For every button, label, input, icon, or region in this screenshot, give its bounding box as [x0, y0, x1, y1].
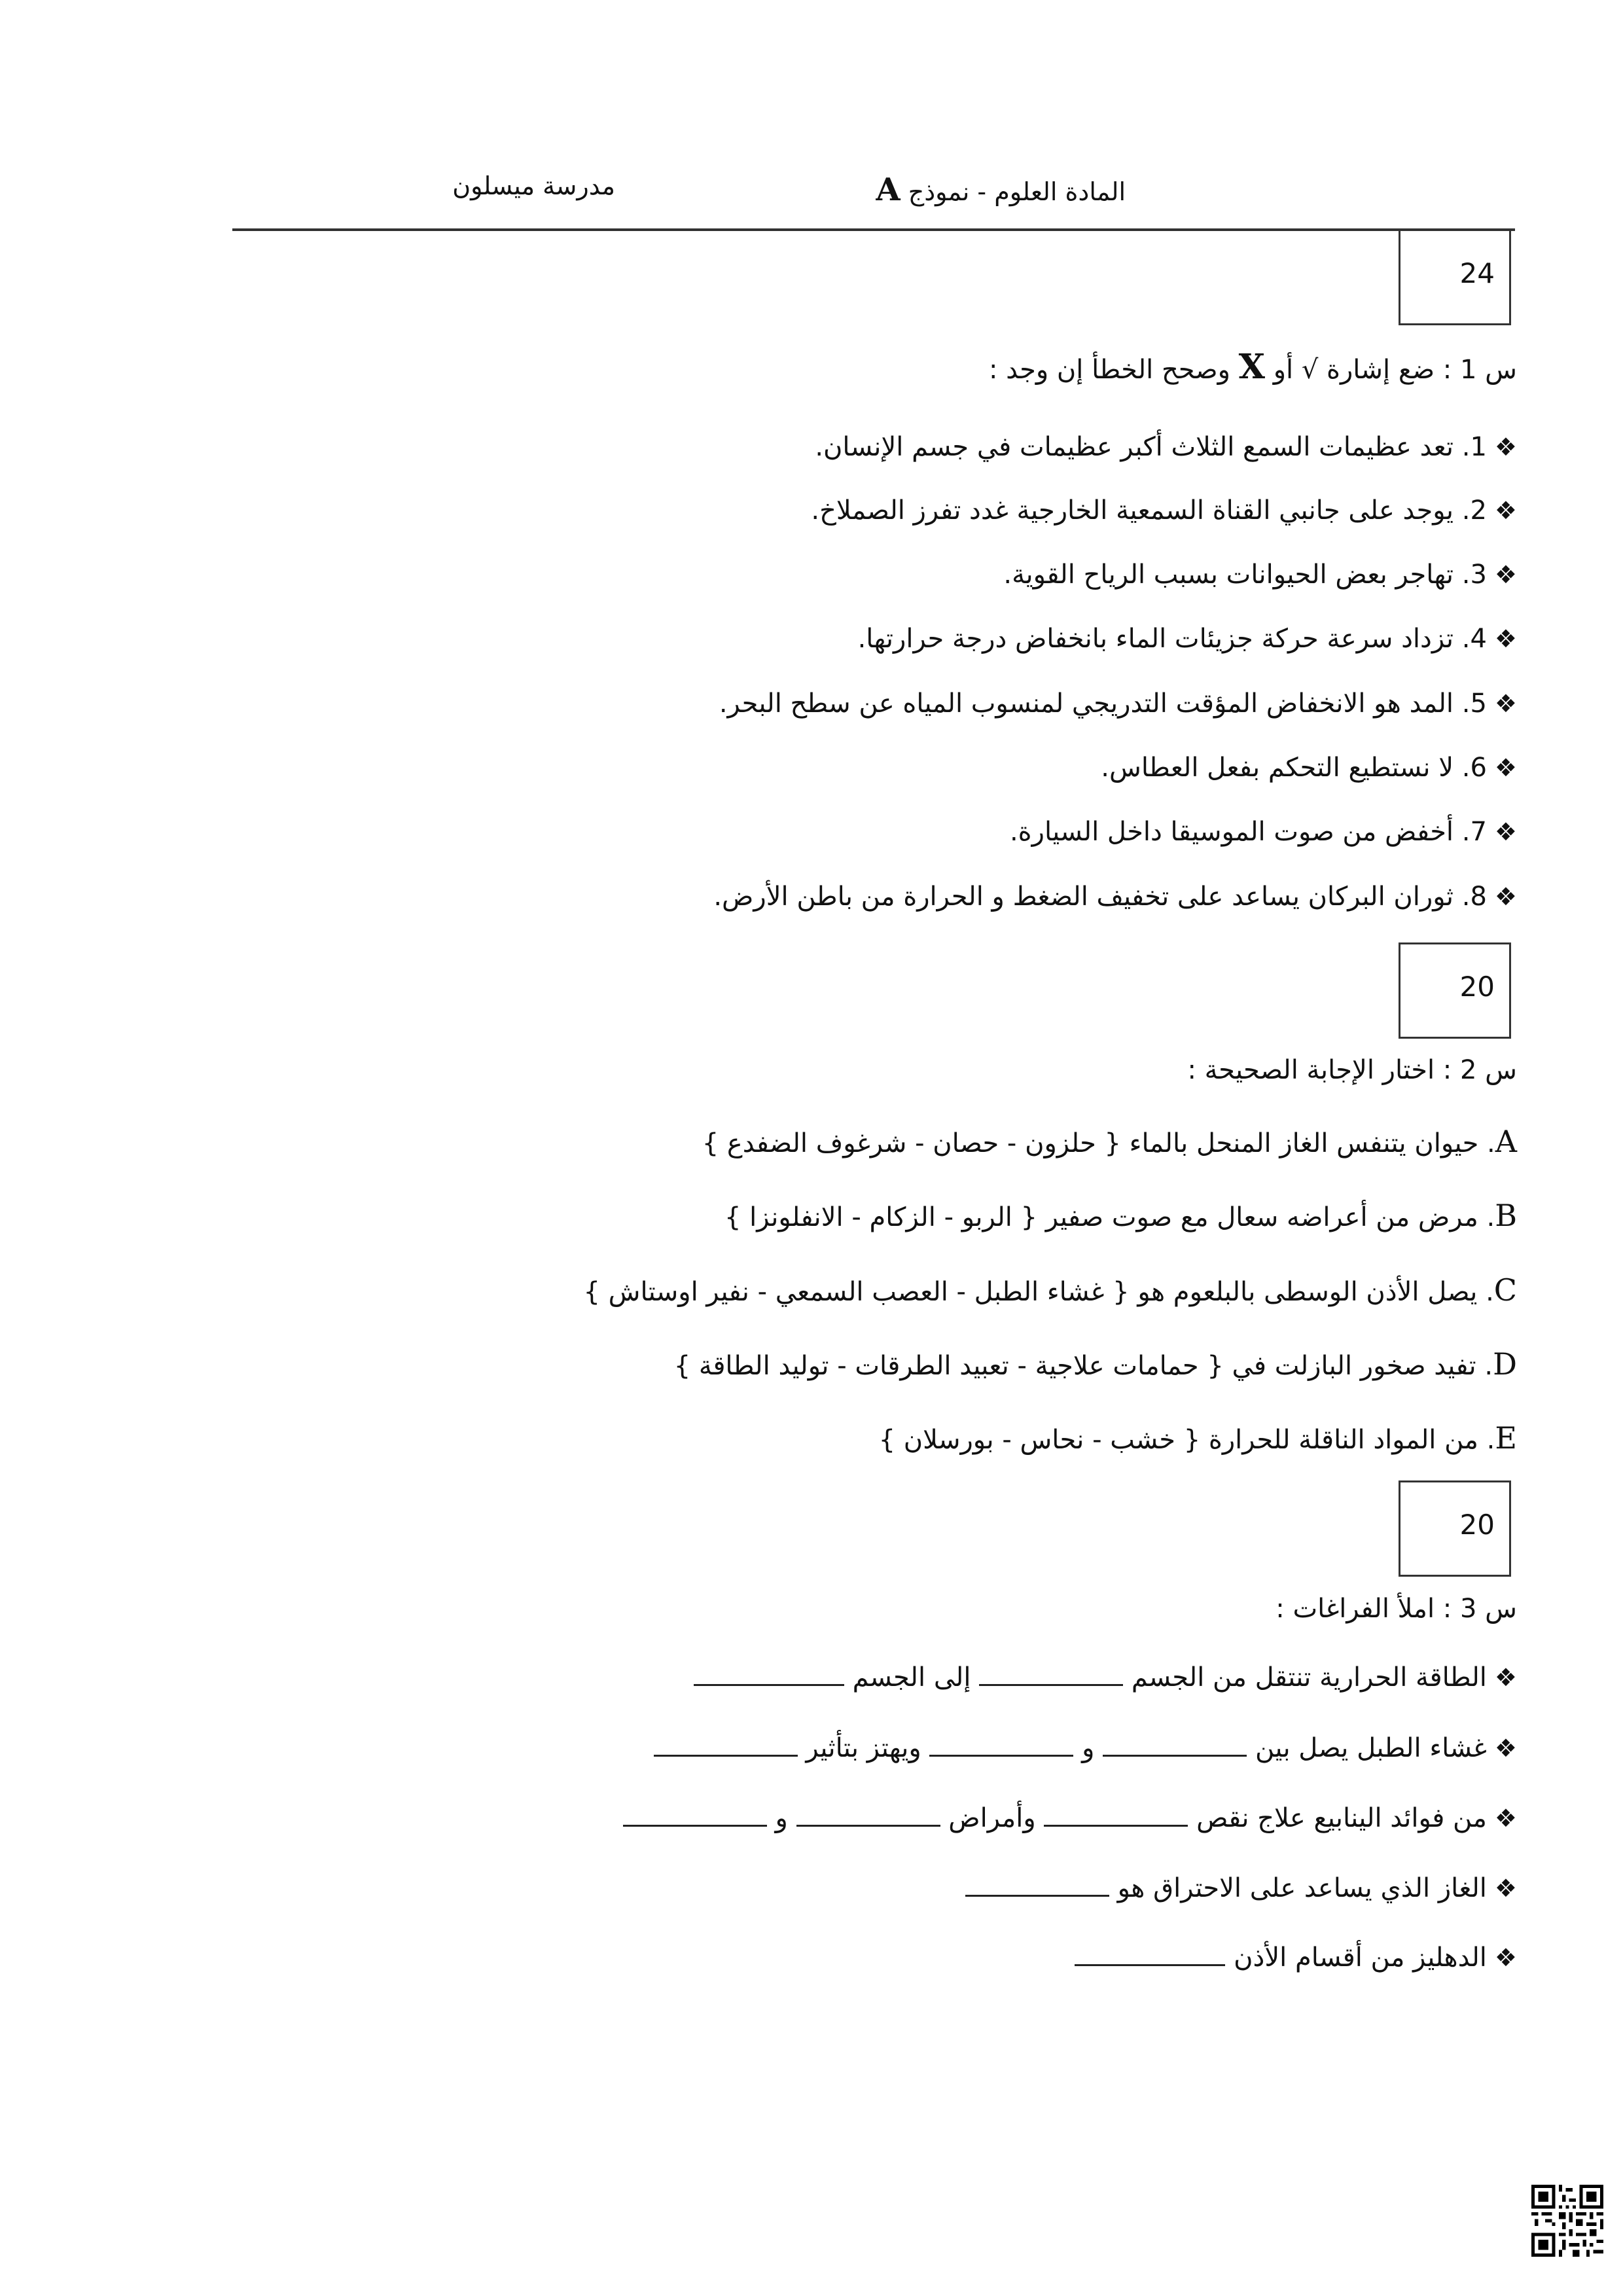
blank-field[interactable]: [979, 1666, 1123, 1686]
q2-score: 20: [1459, 971, 1495, 1003]
bullet-icon: ❖: [1494, 624, 1517, 653]
option-text: . حيوان يتنفس الغاز المنحل بالماء { حلزون - حصان - شرغوف الضفدع }: [702, 1128, 1495, 1158]
q1-item-text: 5. المد هو الانخفاض المؤقت التدريجي لمنسوب المياه عن سطح البحر.: [719, 689, 1487, 719]
blank-field[interactable]: [623, 1806, 767, 1827]
q1-title-part1: س 1 : ضع إشارة √ أو: [1273, 355, 1517, 385]
q2-option-c: [143, 1272, 1517, 1308]
option-text: . مرض من أعراضه سعال مع صوت صفير { الربو - الزكام - الانفلونزا }: [724, 1202, 1495, 1232]
option-text: . يصل الأذن الوسطى بالبلعوم هو { غشاء الطبل - العصب السمعي - نفير اوستاش }: [583, 1277, 1494, 1307]
fill-text: و: [775, 1803, 788, 1833]
q3-title: س 3 : املأ الفراغات :: [1275, 1594, 1517, 1624]
blank-field[interactable]: [929, 1736, 1073, 1757]
header-school: مدرسة ميسلون: [452, 171, 615, 200]
q2-option-a: [143, 1124, 1517, 1159]
blank-field[interactable]: [965, 1876, 1109, 1897]
q1-item-2: [143, 495, 1517, 526]
q1-item-text: 7. أخفض من صوت الموسيقا داخل السيارة.: [1009, 817, 1487, 847]
q1-item-7: [143, 817, 1517, 847]
option-letter: D: [1493, 1346, 1517, 1382]
q1-item-1: [143, 432, 1517, 462]
q1-score-box: [1399, 229, 1511, 325]
q1-item-text: 1. تعد عظيمات السمع الثلاث أكبر عظيمات في جسم الإنسان.: [815, 432, 1487, 462]
blank-field[interactable]: [694, 1666, 844, 1686]
q2-title: س 2 : اختار الإجابة الصحيحة :: [1187, 1055, 1517, 1085]
bullet-icon: ❖: [1494, 560, 1517, 589]
bullet-icon: ❖: [1494, 496, 1517, 525]
bullet-icon: ❖: [1494, 1804, 1517, 1833]
header-subject: [798, 171, 1126, 208]
fill-text: و: [1082, 1733, 1095, 1763]
bullet-icon: ❖: [1494, 753, 1517, 782]
option-letter: B: [1495, 1198, 1517, 1233]
header-divider: [232, 228, 1515, 231]
q1-item-text: 2. يوجد على جانبي القناة السمعية الخارجية غدد تفرز الصملاخ.: [811, 495, 1487, 526]
option-letter: E: [1495, 1420, 1517, 1456]
option-text: . من المواد الناقلة للحرارة { خشب - نحاس - بورسلان }: [878, 1425, 1495, 1455]
q3-item-5: [143, 1943, 1517, 1973]
option-text: . تفيد صخور البازلت في { حمامات علاجية - تعبيد الطرقات - توليد الطاقة }: [673, 1351, 1493, 1381]
bullet-icon: ❖: [1494, 433, 1517, 461]
bullet-icon: ❖: [1494, 882, 1517, 911]
q3-item-1: [143, 1662, 1517, 1693]
q1-title-part2: وصحح الخطأ إن وجد :: [988, 355, 1230, 385]
q2-score-box: [1399, 942, 1511, 1039]
bullet-icon: ❖: [1494, 1874, 1517, 1903]
qr-code-icon: [1531, 2185, 1603, 2257]
blank-field[interactable]: [1103, 1736, 1247, 1757]
fill-text: غشاء الطبل يصل بين: [1255, 1733, 1487, 1763]
fill-text: ويهتز بتأثير: [806, 1733, 921, 1763]
fill-text: الطاقة الحرارية تنتقل من الجسم: [1131, 1662, 1487, 1693]
option-letter: C: [1493, 1272, 1517, 1308]
q3-score: 20: [1459, 1509, 1495, 1541]
q3-score-box: [1399, 1480, 1511, 1577]
q1-item-text: 3. تهاجر بعض الحيوانات بسبب الرياح القوية.: [1003, 560, 1487, 590]
q1-title: [208, 347, 1517, 387]
q1-title-x: X: [1238, 347, 1265, 387]
q1-item-3: [143, 560, 1517, 590]
q3-item-3: [143, 1803, 1517, 1833]
fill-text: الغاز الذي يساعد على الاحتراق هو: [1117, 1873, 1487, 1903]
fill-text: من فوائد الينابيع علاج نقص: [1196, 1803, 1487, 1833]
bullet-icon: ❖: [1494, 689, 1517, 718]
fill-text: وأمراض: [948, 1803, 1036, 1833]
q3-item-2: [143, 1733, 1517, 1763]
q1-item-text: 6. لا نستطيع التحكم بفعل العطاس.: [1101, 753, 1487, 783]
bullet-icon: ❖: [1494, 817, 1517, 846]
model-letter: A: [876, 171, 901, 208]
bullet-icon: ❖: [1494, 1734, 1517, 1763]
blank-field[interactable]: [1044, 1806, 1188, 1827]
fill-text: إلى الجسم: [852, 1662, 971, 1693]
fill-text: الدهليز من أقسام الأذن: [1234, 1943, 1487, 1973]
q1-item-6: [143, 753, 1517, 783]
q1-item-5: [143, 689, 1517, 719]
bullet-icon: ❖: [1494, 1663, 1517, 1692]
q3-item-4: [143, 1873, 1517, 1903]
q1-item-text: 8. ثوران البركان يساعد على تخفيف الضغط و الحرارة من باطن الأرض.: [713, 882, 1487, 912]
blank-field[interactable]: [654, 1736, 798, 1757]
q1-item-8: [143, 882, 1517, 912]
q2-option-d: [143, 1346, 1517, 1382]
q1-item-text: 4. تزداد سرعة حركة جزيئات الماء بانخفاض درجة حرارتها.: [857, 624, 1487, 654]
q1-score: 24: [1459, 257, 1495, 289]
blank-field[interactable]: [796, 1806, 940, 1827]
bullet-icon: ❖: [1494, 1943, 1517, 1972]
q2-option-e: [143, 1420, 1517, 1456]
header-subject-text: المادة العلوم - نموذج: [908, 177, 1126, 206]
option-letter: A: [1495, 1124, 1517, 1159]
blank-field[interactable]: [1075, 1946, 1225, 1966]
q1-item-4: [143, 624, 1517, 654]
q2-option-b: [143, 1198, 1517, 1233]
